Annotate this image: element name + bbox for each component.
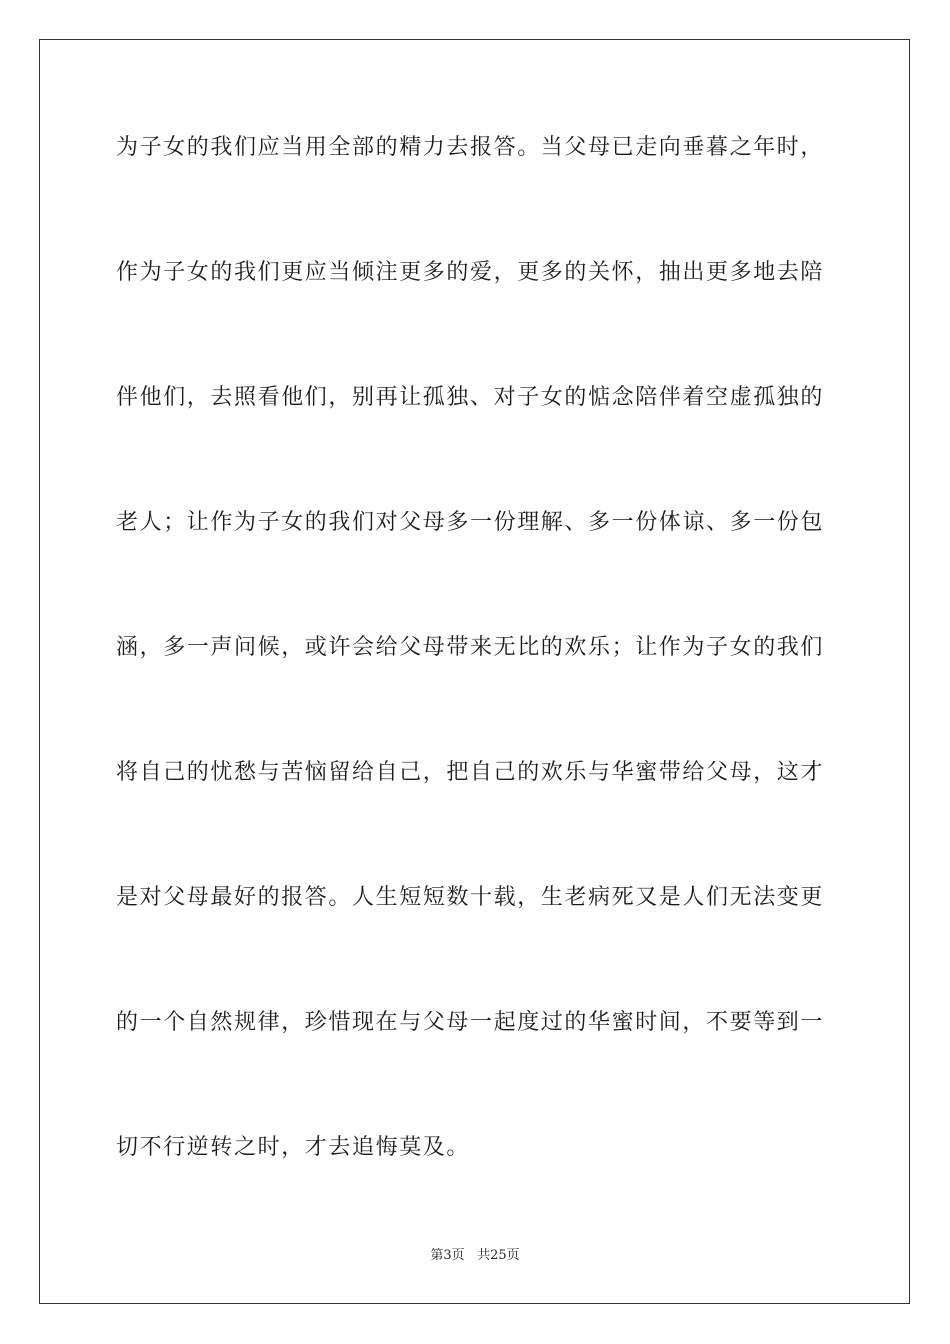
text-line-1: 为子女的我们应当用全部的精力去报答。当父母已走向垂暮之年时， [116,135,825,160]
text-line-2: 作为子女的我们更应当倾注更多的爱，更多的关怀，抽出更多地去陪 [116,260,825,285]
text-line-6: 将自己的忧愁与苦恼留给自己，把自己的欢乐与华蜜带给父母，这才 [116,760,825,785]
footer-spacer [465,1248,477,1263]
text-line-8: 的一个自然规律，珍惜现在与父母一起度过的华蜜时间，不要等到一 [116,1010,825,1035]
current-page-number: 第3页 [430,1248,465,1263]
text-line-7: 是对父母最好的报答。人生短短数十载，生老病死又是人们无法变更 [116,885,825,910]
total-pages: 共25页 [477,1248,520,1263]
page-footer [0,1248,950,1264]
text-line-4: 老人；让作为子女的我们对父母多一份理解、多一份体谅、多一份包 [116,510,825,535]
text-line-5: 涵，多一声问候，或许会给父母带来无比的欢乐；让作为子女的我们 [116,635,825,660]
text-line-3: 伴他们，去照看他们，别再让孤独、对子女的惦念陪伴着空虚孤独的 [116,385,825,410]
text-line-9: 切不行逆转之时，才去追悔莫及。 [116,1135,471,1160]
page-border [39,39,910,1304]
